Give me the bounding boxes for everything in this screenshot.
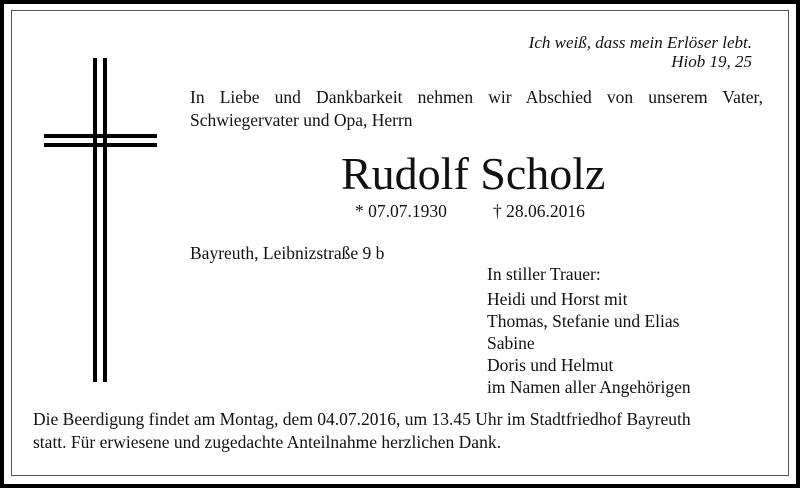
funeral-info-line-2: statt. Für erwiesene und zugedachte Anteilnahme herzlichen Dank. xyxy=(33,432,501,452)
funeral-info-line-1: Die Beerdigung findet am Montag, dem 04.07.2016, um 13.45 Uhr im Stadtfriedhof Bayreuth xyxy=(33,409,691,429)
address: Bayreuth, Leibnizstraße 9 b xyxy=(190,243,385,263)
intro-line-2: Schwiegervater und Opa, Herrn xyxy=(190,110,413,130)
death-date: † 28.06.2016 xyxy=(493,201,585,221)
mourner-line: Sabine xyxy=(487,333,535,353)
intro-line-1: In Liebe und Dankbarkeit nehmen wir Abschied von unserem Vater, xyxy=(190,87,763,107)
bible-quote: Ich weiß, dass mein Erlöser lebt. xyxy=(528,33,752,52)
mourner-line: im Namen aller Angehörigen xyxy=(487,377,691,397)
deceased-name: Rudolf Scholz xyxy=(341,148,606,199)
mourners-heading: In stiller Trauer: xyxy=(487,264,601,284)
mourner-line: Heidi und Horst mit xyxy=(487,289,628,309)
birth-date: * 07.07.1930 xyxy=(355,201,447,221)
mourner-line: Doris und Helmut xyxy=(487,355,614,375)
bible-reference: Hiob 19, 25 xyxy=(671,52,752,71)
inner-border xyxy=(11,10,789,476)
mourner-line: Thomas, Stefanie und Elias xyxy=(487,311,680,331)
